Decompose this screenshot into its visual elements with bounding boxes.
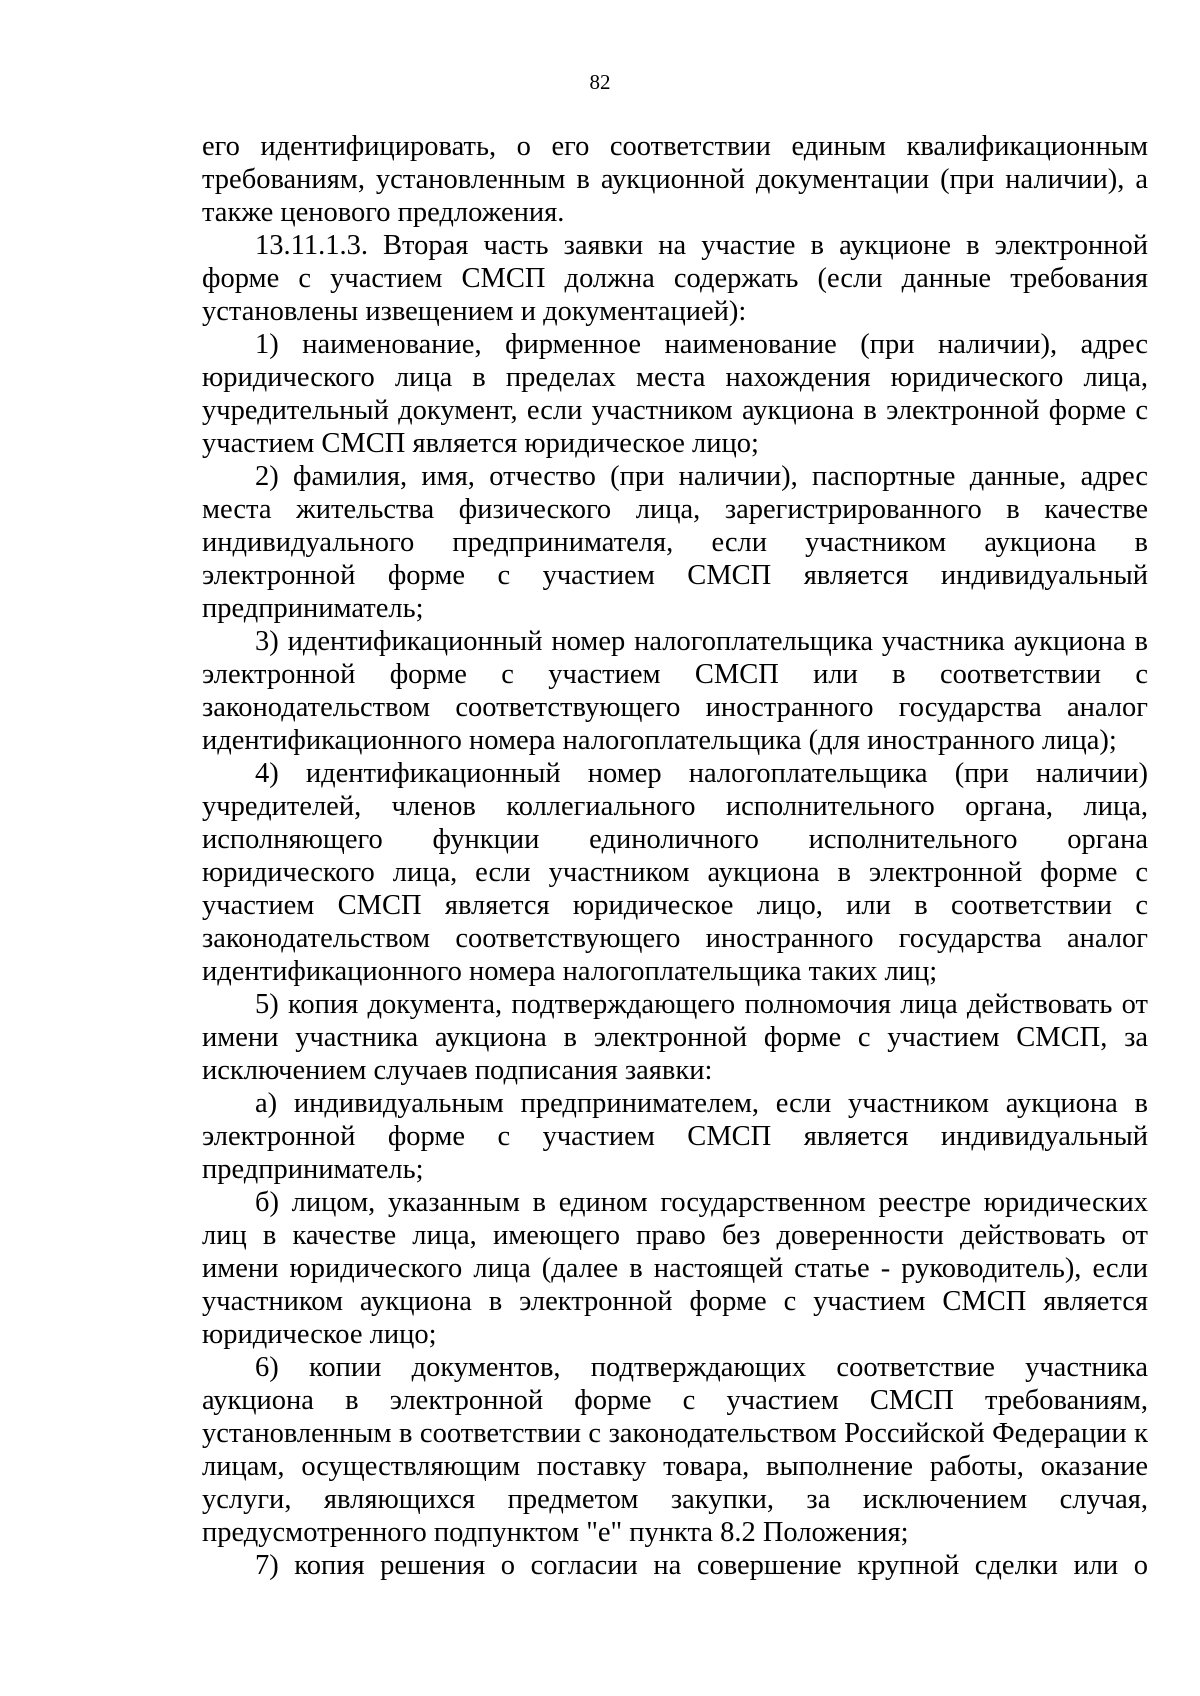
list-item-2: 2) фамилия, имя, отчество (при наличии), паспортные данные, адрес места жительства физического лица, зарегистрированного в качестве индивидуального предпринимателя, если участником аукциона в электронной форме с участием СМСП является индивидуальный предприниматель; [202, 461, 1148, 624]
list-item-3: 3) идентификационный номер налогоплательщика участника аукциона в электронной форме с участием СМСП или в соответствии с законодательством соответствующего иностранного государства аналог идентификационного номера налогоплательщика (для иностранного лица); [202, 626, 1148, 756]
document-body [202, 130, 1148, 1582]
paragraph-continuation: его идентифицировать, о его соответствии единым квалификационным требованиям, установленным в аукционной документации (при наличии), а также ценового предложения. [202, 131, 1148, 228]
list-item-1: 1) наименование, фирменное наименование (при наличии), адрес юридического лица в пределах места нахождения юридического лица, учредительный документ, если участником аукциона в электронной форме с участием СМСП является юридическое лицо; [202, 329, 1148, 459]
paragraph-13-11-1-3: 13.11.1.3. Вторая часть заявки на участие в аукционе в электронной форме с участием СМСП должна содержать (если данные требования установлены извещением и документацией): [202, 230, 1148, 327]
list-item-7: 7) копия решения о согласии на совершение крупной сделки или о [255, 1550, 1148, 1581]
list-item-6: 6) копии документов, подтверждающих соответствие участника аукциона в электронной форме с участием СМСП требованиям, установленным в соответствии с законодательством Российской Федерации к лицам, осуществляющим поставку товара, выполнение работы, оказание услуги, являющихся предметом закупки, за исключением случая, предусмотренного подпунктом "е" пункта 8.2 Положения; [202, 1352, 1148, 1548]
list-item-5: 5) копия документа, подтверждающего полномочия лица действовать от имени участника аукциона в электронной форме с участием СМСП, за исключением случаев подписания заявки: [202, 989, 1148, 1086]
list-item-5-b: б) лицом, указанным в едином государственном реестре юридических лиц в качестве лица, имеющего право без доверенности действовать от имени юридического лица (далее в настоящей статье - руководитель), если участником аукциона в электронной форме с участием СМСП является юридическое лицо; [202, 1187, 1148, 1350]
page-number: 82 [589, 70, 611, 94]
list-item-4: 4) идентификационный номер налогоплательщика (при наличии) учредителей, членов коллегиального исполнительного органа, лица, исполняющего функции единоличного исполнительного органа юридического лица, если участником аукциона в электронной форме с участием СМСП является юридическое лицо, или в соответствии с законодательством соответствующего иностранного государства аналог идентификационного номера налогоплательщика таких лиц; [202, 758, 1148, 987]
list-item-5-a: а) индивидуальным предпринимателем, если участником аукциона в электронной форме с участием СМСП является индивидуальный предприниматель; [202, 1088, 1148, 1185]
